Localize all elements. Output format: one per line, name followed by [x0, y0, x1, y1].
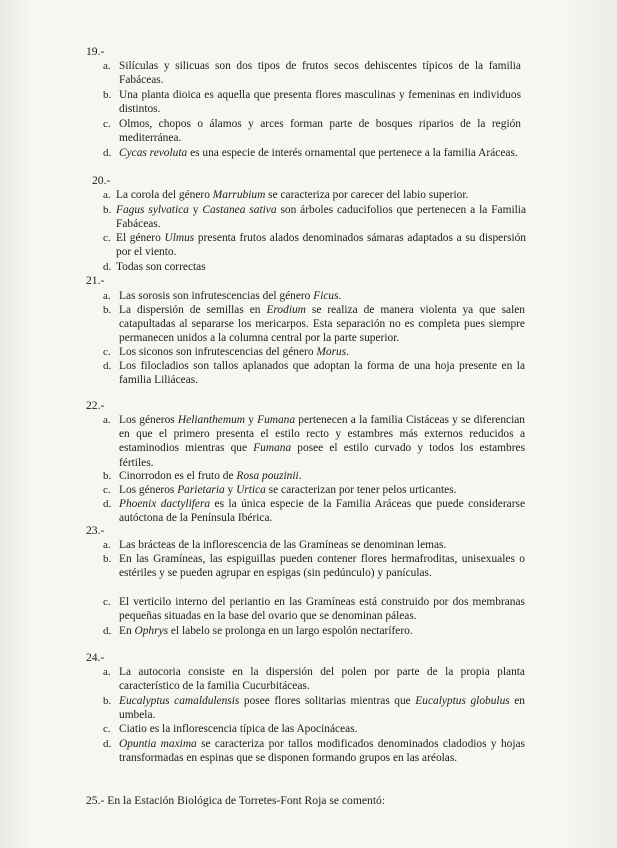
option-text: Opuntia maxima se caracteriza por tallos modificados denominados cladodios y hojas transformadas en espinas que se disponen formando grupos en las aréolas. — [119, 738, 525, 765]
question-number: 19.- — [86, 45, 105, 58]
option-text: Los géneros Helianthemum y Fumana pertenecen a la familia Cistáceas y se diferencian en que el primero presenta el estilo recto y estambres más externos reducidos a estaminodios mientras que Fumana posee el estilo curvado y todos los estambres fértiles. — [119, 414, 525, 469]
question-number: 22.- — [86, 399, 105, 412]
option-text: El género Ulmus presenta frutos alados denominados sámaras adaptados a su dispersión por el viento. — [116, 232, 526, 259]
option-letter: c. — [103, 723, 111, 735]
option-text: Fagus sylvatica y Castanea sativa son árboles caducifolios que pertenecen a la Familia Fabáceas. — [116, 204, 527, 231]
option-letter: b. — [103, 204, 112, 216]
option-letter: d. — [103, 498, 112, 510]
option-letter: d. — [103, 261, 112, 273]
option-text: En Ophrys el labelo se prolonga en un largo espolón nectarífero. — [119, 625, 413, 637]
option-text: Los filocladios son tallos aplanados que adoptan la forma de una hoja presente en la familia Liliáceas. — [119, 360, 525, 387]
question-number: 24.- — [86, 651, 105, 664]
question-number: 23.- — [86, 524, 105, 537]
option-letter: c. — [103, 346, 111, 358]
option-text: Las brácteas de la inflorescencia de las Gramíneas se denominan lemas. — [119, 539, 447, 551]
option-text: Olmos, chopos o álamos y arces forman parte de bosques riparios de la región mediterránea. — [119, 118, 521, 145]
option-letter: b. — [103, 89, 112, 101]
option-letter: a. — [103, 189, 111, 201]
option-letter: b. — [103, 553, 112, 565]
option-letter: c. — [103, 232, 111, 244]
option-letter: d. — [103, 147, 112, 159]
option-letter: a. — [103, 666, 111, 678]
option-text: Los siconos son infrutescencias del género Morus. — [119, 346, 349, 358]
option-text: Eucalyptus camaldulensis posee flores solitarias mientras que Eucalyptus globulus en umbela. — [119, 695, 526, 722]
option-letter: a. — [103, 539, 111, 551]
option-letter: c. — [103, 118, 111, 130]
option-text: Silículas y silicuas son dos tipos de frutos secos dehiscentes típicos de la familia Fabáceas. — [119, 60, 521, 87]
option-text: En las Gramíneas, las espiguillas pueden contener flores hermafroditas, unisexuales o estériles y se pueden agrupar en espigas (sin pedúnculo) y panículas. — [119, 553, 525, 580]
option-text: Las sorosis son infrutescencias del género Ficus. — [119, 290, 342, 302]
question-number: 20.- — [92, 174, 111, 187]
option-letter: c. — [103, 484, 111, 496]
option-text: Cycas revoluta es una especie de interés ornamental que pertenece a la familia Aráceas. — [119, 147, 518, 159]
option-text: Cinorrodon es el fruto de Rosa pouzinii. — [119, 470, 302, 482]
option-text: Ciatio es la inflorescencia típica de las Apocináceas. — [119, 723, 358, 735]
option-text: La corola del género Marrubium se caracteriza por carecer del labio superior. — [116, 189, 469, 201]
option-text: La autocoria consiste en la dispersión del polen por parte de la propia planta característico de la familia Cucurbitáceas. — [119, 666, 525, 693]
option-letter: b. — [103, 695, 112, 707]
option-letter: d. — [103, 738, 112, 750]
question-number: 21.- — [86, 274, 105, 287]
option-text: Phoenix dactylifera es la única especie de la Familia Aráceas que puede considerarse autóctona de la Península Ibérica. — [119, 498, 525, 525]
option-letter: b. — [103, 470, 112, 482]
option-letter: c. — [103, 596, 111, 608]
option-letter: d. — [103, 625, 112, 637]
option-letter: b. — [103, 304, 112, 316]
option-text: Los géneros Parietaria y Urtica se caracterizan por tener pelos urticantes. — [119, 484, 457, 496]
option-text: Una planta dioica es aquella que presenta flores masculinas y femeninas en individuos distintos. — [119, 89, 521, 116]
option-text: La dispersión de semillas en Erodium se realiza de manera violenta ya que salen catapultadas al separarse los mericarpos. Esta separación no es completa pues siempre permanecen unidos a la columna central por la parte superior. — [119, 304, 525, 345]
question-25-intro: 25.- En la Estación Biológica de Torretes-Font Roja se comentó: — [86, 794, 386, 807]
option-letter: a. — [103, 290, 111, 302]
option-letter: d. — [103, 360, 112, 372]
option-letter: a. — [103, 414, 111, 426]
option-text: El verticilo interno del periantio en las Gramíneas está construido por dos membranas pequeñas situadas en la base del ovario que se denominan páleas. — [119, 596, 525, 623]
option-letter: a. — [103, 60, 111, 72]
option-text: Todas son correctas — [116, 261, 206, 273]
